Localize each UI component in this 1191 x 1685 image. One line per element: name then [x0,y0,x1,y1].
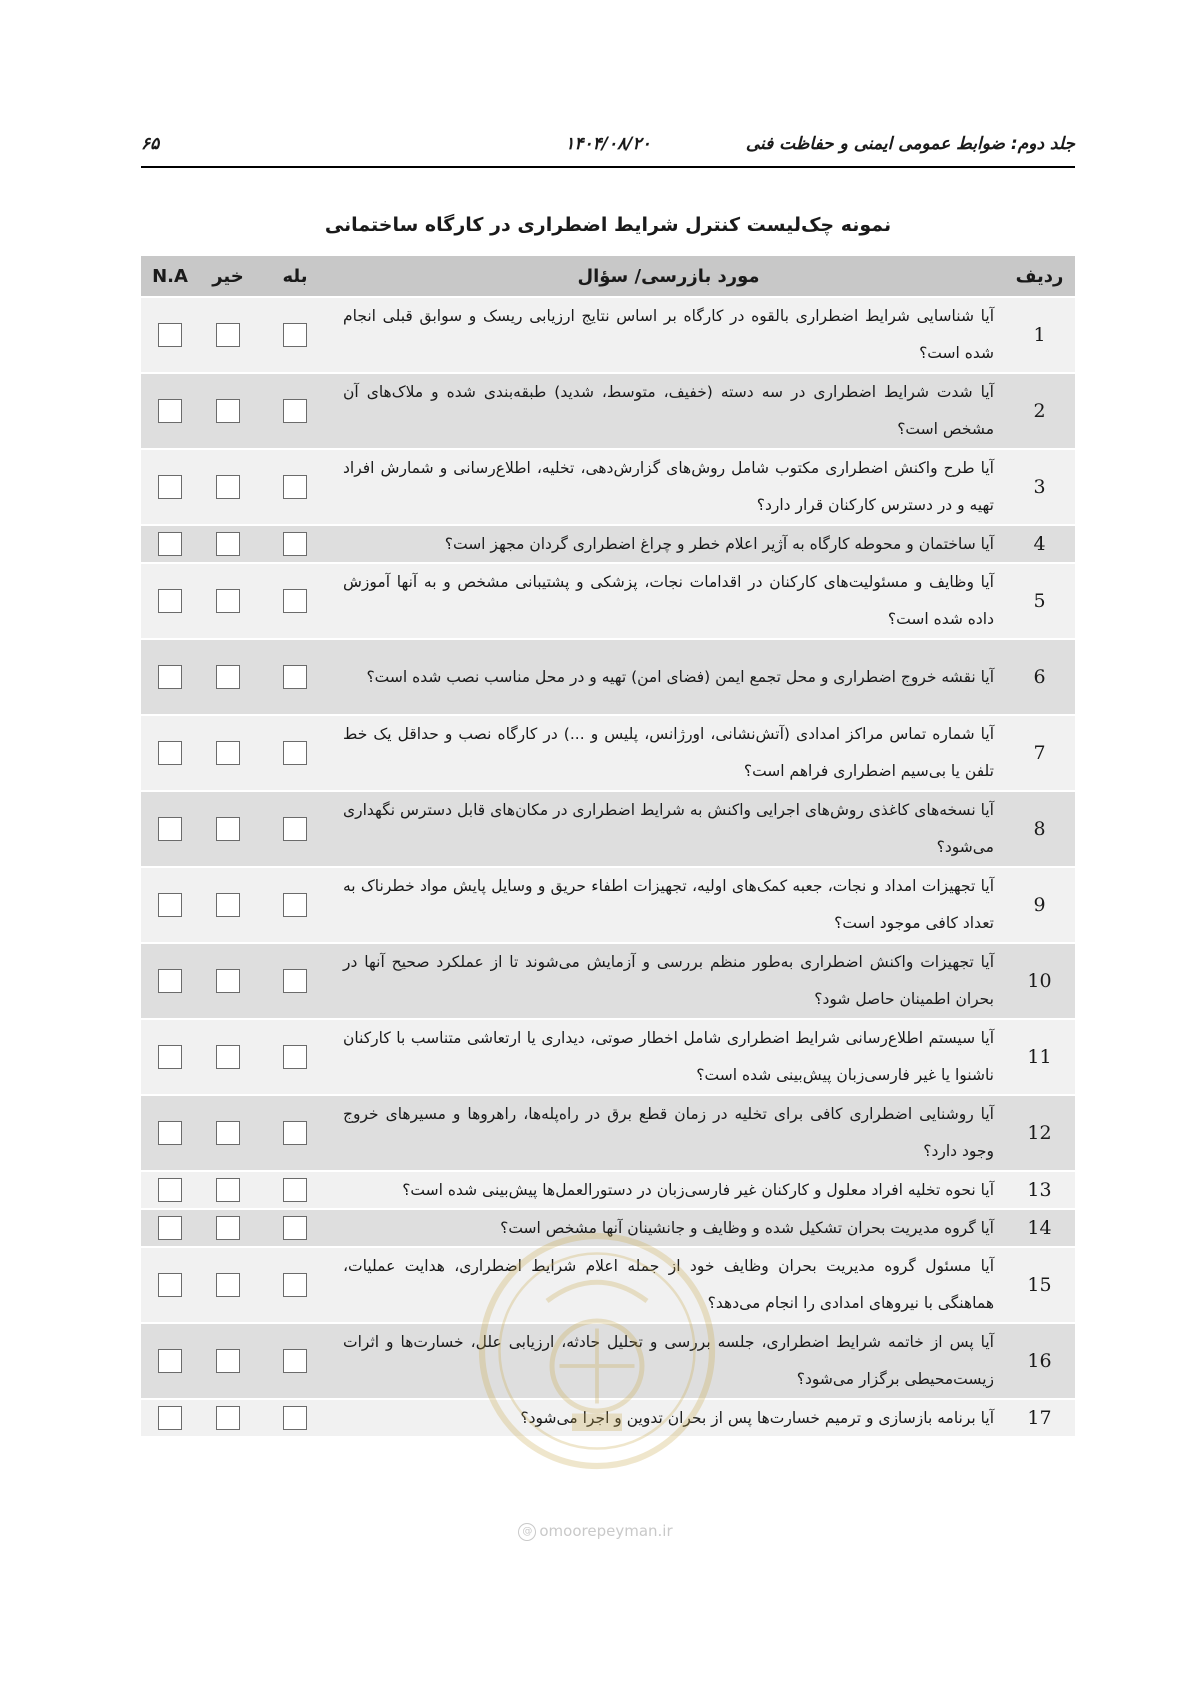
row-number: 15 [1027,1274,1052,1296]
table-row [141,792,1075,868]
yes-cell [257,450,333,524]
na-checkbox[interactable] [158,399,182,423]
row-number: 10 [1027,970,1052,992]
yes-cell [257,1172,333,1208]
na-checkbox[interactable] [158,1121,182,1145]
header-no: خیر [212,265,244,287]
yes-cell [257,526,333,562]
question-text: آیا شماره تماس مراکز امدادی (آتش‌نشانی، اورژانس، پلیس و ...) در کارگاه نصب و حداقل یک خط تلفن یا بی‌سیم اضطراری فراهم است؟ [343,725,994,780]
na-cell [141,1248,199,1322]
table-row [141,1020,1075,1096]
table-row [141,1248,1075,1324]
no-checkbox[interactable] [216,1273,240,1297]
yes-cell [257,944,333,1018]
yes-cell [257,298,333,372]
na-checkbox[interactable] [158,1045,182,1069]
question-text: آیا شدت شرایط اضطراری در سه دسته (خفیف، متوسط، شدید) طبقه‌بندی شده و ملاک‌های آن مشخص است؟ [343,383,994,438]
row-number: 4 [1033,533,1046,555]
yes-checkbox[interactable] [283,1406,307,1430]
question-text: آیا سیستم اطلاع‌رسانی شرایط اضطراری شامل اخطار صوتی، دیداری یا ارتعاشی متناسب با کارکنان ناشنوا یا غیر فارسی‌زبان پیش‌بینی شده است؟ [343,1029,994,1084]
no-checkbox[interactable] [216,1121,240,1145]
no-cell [199,374,257,448]
table-row [141,716,1075,792]
no-cell [199,716,257,790]
no-cell [199,792,257,866]
no-cell [199,526,257,562]
na-checkbox[interactable] [158,1178,182,1202]
question-text: آیا طرح واکنش اضطراری مکتوب شامل روش‌های گزارش‌دهی، تخلیه، اطلاع‌رسانی و شمارش افراد تهیه و در دسترس کارکنان قرار دارد؟ [343,459,994,514]
table-row [141,640,1075,716]
na-cell [141,1172,199,1208]
row-number: 11 [1027,1046,1052,1068]
question-text: آیا نحوه تخلیه افراد معلول و کارکنان غیر فارسی‌زبان در دستورالعمل‌ها پیش‌بینی شده است؟ [402,1180,994,1199]
no-checkbox[interactable] [216,1178,240,1202]
yes-cell [257,564,333,638]
question-text: آیا برنامه بازسازی و ترمیم خسارت‌ها پس از بحران تدوین و اجرا می‌شود؟ [520,1408,994,1427]
page-number: ۶۵ [141,134,160,154]
yes-cell [257,1210,333,1246]
na-cell [141,1400,199,1436]
no-cell [199,564,257,638]
no-checkbox[interactable] [216,665,240,689]
row-number: 12 [1027,1122,1052,1144]
na-cell [141,1210,199,1246]
yes-checkbox[interactable] [283,1216,307,1240]
na-cell [141,450,199,524]
question-text: آیا پس از خاتمه شرایط اضطراری، جلسه بررسی و تحلیل حادثه، ارزیابی علل، خسارت‌ها و اثرات زیست‌محیطی برگزار می‌شود؟ [343,1333,994,1388]
yes-cell [257,716,333,790]
question-text: آیا ساختمان و محوطه کارگاه به آژیر اعلام خطر و چراغ اضطراری گردان مجهز است؟ [444,534,994,553]
row-number: 17 [1027,1407,1052,1429]
yes-checkbox[interactable] [283,665,307,689]
yes-checkbox[interactable] [283,1121,307,1145]
na-cell [141,944,199,1018]
yes-checkbox[interactable] [283,589,307,613]
no-checkbox[interactable] [216,1349,240,1373]
no-checkbox[interactable] [216,1045,240,1069]
yes-checkbox[interactable] [283,475,307,499]
row-number: 13 [1027,1179,1052,1201]
table-row [141,1210,1075,1248]
row-number: 16 [1027,1350,1052,1372]
question-text: آیا تجهیزات امداد و نجات، جعبه کمک‌های اولیه، تجهیزات اطفاء حریق و وسایل پایش مواد خطرناک به تعداد کافی موجود است؟ [343,877,994,932]
na-checkbox[interactable] [158,1349,182,1373]
table-row [141,526,1075,564]
no-cell [199,298,257,372]
yes-cell [257,1248,333,1322]
yes-cell [257,640,333,714]
no-cell [199,944,257,1018]
header-row-number: ردیف [1015,265,1064,287]
question-text: آیا تجهیزات واکنش اضطراری به‌طور منظم بررسی و آزمایش می‌شوند تا از عملکرد صحیح آنها در بحران اطمینان حاصل شود؟ [343,953,994,1008]
yes-checkbox[interactable] [283,1045,307,1069]
no-checkbox[interactable] [216,475,240,499]
footer-watermark [0,1522,1191,1541]
header-date: ۱۴۰۴/۰۸/۲۰ [565,134,651,154]
no-cell [199,868,257,942]
row-number: 1 [1033,324,1046,346]
yes-checkbox[interactable] [283,1178,307,1202]
row-number: 5 [1033,590,1046,612]
na-cell [141,1020,199,1094]
table-row [141,564,1075,640]
table-row [141,1172,1075,1210]
header-na: N.A [152,265,188,287]
na-cell [141,564,199,638]
no-cell [199,1096,257,1170]
na-checkbox[interactable] [158,665,182,689]
na-cell [141,374,199,448]
footer-watermark-text: omoorepeyman.ir [539,1522,673,1540]
no-checkbox[interactable] [216,1216,240,1240]
no-checkbox[interactable] [216,969,240,993]
yes-checkbox[interactable] [283,1349,307,1373]
no-checkbox[interactable] [216,532,240,556]
no-checkbox[interactable] [216,1406,240,1430]
na-cell [141,298,199,372]
row-number: 14 [1027,1217,1052,1239]
na-checkbox[interactable] [158,532,182,556]
yes-checkbox[interactable] [283,969,307,993]
at-icon: @ [518,1523,536,1541]
no-checkbox[interactable] [216,589,240,613]
na-cell [141,526,199,562]
yes-checkbox[interactable] [283,323,307,347]
header-yes: بله [282,265,308,287]
no-cell [199,1210,257,1246]
yes-cell [257,868,333,942]
no-checkbox[interactable] [216,741,240,765]
no-cell [199,1324,257,1398]
na-checkbox[interactable] [158,817,182,841]
na-checkbox[interactable] [158,589,182,613]
checklist-table [141,256,1075,1438]
na-checkbox[interactable] [158,969,182,993]
row-number: 7 [1033,742,1046,764]
no-checkbox[interactable] [216,893,240,917]
yes-cell [257,792,333,866]
table-header-row [141,256,1075,298]
table-row [141,450,1075,526]
no-cell [199,1172,257,1208]
na-cell [141,792,199,866]
question-text: آیا شناسایی شرایط اضطراری بالقوه در کارگاه بر اساس نتایج ارزیابی ریسک و سوابق قبلی انجام شده است؟ [343,307,994,362]
na-checkbox[interactable] [158,741,182,765]
yes-checkbox[interactable] [283,893,307,917]
yes-cell [257,374,333,448]
table-row [141,298,1075,374]
na-checkbox[interactable] [158,323,182,347]
no-cell [199,1248,257,1322]
question-text: آیا مسئول گروه مدیریت بحران وظایف خود از جمله اعلام شرایط اضطراری، هدایت عملیات، هماهنگی با نیروهای امدادی را انجام می‌دهد؟ [343,1257,994,1312]
table-row [141,1400,1075,1438]
na-cell [141,716,199,790]
no-cell [199,640,257,714]
yes-cell [257,1324,333,1398]
na-cell [141,640,199,714]
question-text: آیا نقشه خروج اضطراری و محل تجمع ایمن (فضای امن) تهیه و در محل مناسب نصب شده است؟ [366,667,994,686]
yes-cell [257,1400,333,1436]
table-row [141,1096,1075,1172]
yes-checkbox[interactable] [283,399,307,423]
row-number: 2 [1033,400,1046,422]
na-cell [141,1324,199,1398]
table-row [141,868,1075,944]
row-number: 9 [1033,894,1046,916]
yes-checkbox[interactable] [283,741,307,765]
na-checkbox[interactable] [158,1216,182,1240]
yes-cell [257,1020,333,1094]
no-cell [199,1400,257,1436]
checklist-title: نمونه چک‌لیست کنترل شرایط اضطراری در کارگاه ساختمانی [324,214,892,236]
yes-checkbox[interactable] [283,817,307,841]
yes-checkbox[interactable] [283,1273,307,1297]
no-cell [199,450,257,524]
na-checkbox[interactable] [158,1406,182,1430]
no-checkbox[interactable] [216,399,240,423]
no-checkbox[interactable] [216,817,240,841]
row-number: 3 [1033,476,1046,498]
no-cell [199,1020,257,1094]
na-checkbox[interactable] [158,475,182,499]
question-text: آیا وظایف و مسئولیت‌های کارکنان در اقدامات نجات، پزشکی و پشتیبانی مشخص و به آنها آموزش داده شده است؟ [343,573,994,628]
table-row [141,374,1075,450]
row-number: 8 [1033,818,1046,840]
question-text: آیا روشنایی اضطراری کافی برای تخلیه در زمان قطع برق در راه‌پله‌ها، راهروها و مسیرهای خروج وجود دارد؟ [343,1105,994,1160]
question-text: آیا گروه مدیریت بحران تشکیل شده و وظایف و جانشینان آنها مشخص است؟ [500,1218,994,1237]
no-checkbox[interactable] [216,323,240,347]
table-row [141,1324,1075,1400]
question-text: آیا نسخه‌های کاغذی روش‌های اجرایی واکنش به شرایط اضطراری در مکان‌های قابل دسترس نگهداری می‌شود؟ [343,801,994,856]
na-checkbox[interactable] [158,1273,182,1297]
header-question: مورد بازرسی/ سؤال [577,265,760,287]
table-row [141,944,1075,1020]
book-title: جلد دوم: ضوابط عمومی ایمنی و حفاظت فنی [745,134,1075,154]
yes-cell [257,1096,333,1170]
na-checkbox[interactable] [158,893,182,917]
running-header [141,130,1075,168]
yes-checkbox[interactable] [283,532,307,556]
na-cell [141,1096,199,1170]
na-cell [141,868,199,942]
row-number: 6 [1033,666,1046,688]
